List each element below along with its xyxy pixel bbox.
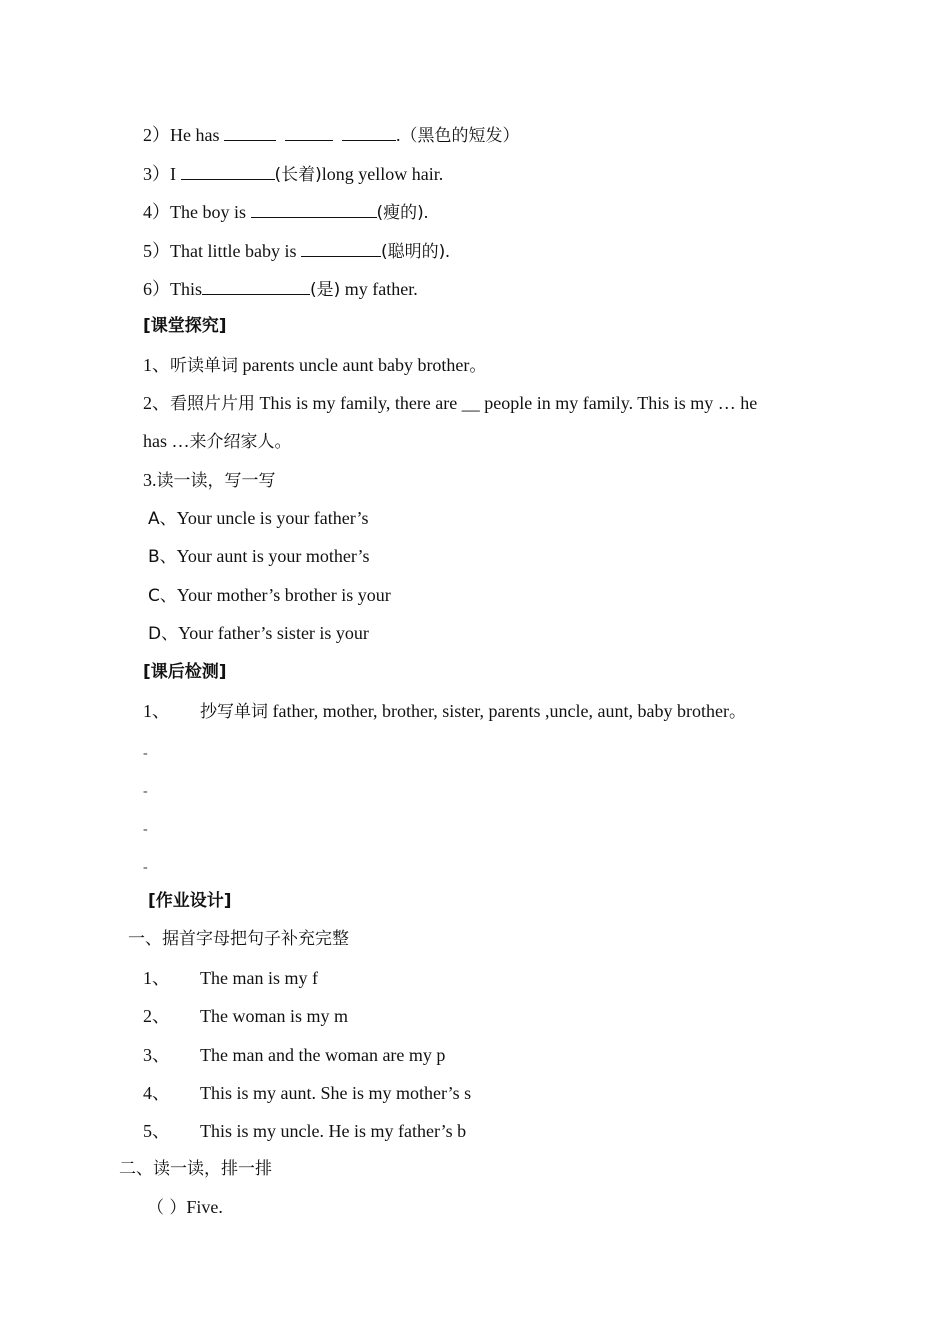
fill-item-3: 3）I (长着)long yellow hair. [143, 161, 443, 187]
homework-item-4: 4、 This is my aunt. She is my mother’s s [143, 1083, 472, 1103]
homework-item-1: 1、 The man is my f [143, 968, 318, 988]
explore-option-c: C、Your mother’s brother is your [148, 585, 391, 606]
blank[interactable] [301, 238, 381, 257]
fill-item-5: 5）That little baby is (聪明的). [143, 238, 450, 264]
after-class-item-1: 1、 抄写单词 father, mother, brother, sister, parents ,uncle, aunt, baby brother。 [143, 701, 746, 722]
explore-item-2: 2、看照片片用 This is my family, there are __ people in my family. This is my … he [143, 393, 758, 414]
homework-item-2: 2、 The woman is my m [143, 1006, 348, 1026]
ordering-item: （ ）Five. [147, 1197, 223, 1218]
fill-item-4: 4）The boy is (瘦的). [143, 199, 428, 225]
blank[interactable] [202, 276, 310, 295]
explore-option-a: A、Your uncle is your father’s [148, 508, 369, 529]
explore-item-2-cont: has …来介绍家人。 [143, 431, 292, 452]
writing-line[interactable]: - [143, 860, 148, 875]
blank[interactable] [251, 199, 377, 218]
section-heading-class-explore: [课堂探究] [143, 316, 227, 336]
blank[interactable] [285, 122, 333, 141]
explore-item-3: 3.读一读，写一写 [143, 470, 276, 491]
section-heading-homework: [作业设计] [148, 891, 232, 911]
blank[interactable] [181, 161, 275, 180]
fill-item-6: 6）This (是) my father. [143, 276, 418, 302]
homework-item-3: 3、 The man and the woman are my p [143, 1045, 446, 1065]
explore-option-d: D、Your father’s sister is your [148, 623, 369, 644]
homework-part-1-title: 一、据首字母把句子补充完整 [128, 929, 349, 949]
section-heading-after-class: [课后检测] [143, 662, 227, 682]
explore-item-1: 1、听读单词 parents uncle aunt baby brother。 [143, 355, 487, 376]
homework-part-2-title: 二、读一读，排一排 [119, 1159, 272, 1179]
order-answer-box[interactable]: （ ） [147, 1198, 187, 1218]
blank[interactable] [342, 122, 396, 141]
fill-item-2: 2）He has .（黑色的短发） [143, 122, 519, 148]
writing-line[interactable]: - [143, 822, 148, 837]
explore-option-b: B、Your aunt is your mother’s [148, 546, 370, 567]
writing-line[interactable]: - [143, 746, 148, 761]
writing-line[interactable]: - [143, 784, 148, 799]
homework-item-5: 5、 This is my uncle. He is my father’s b [143, 1121, 467, 1141]
blank[interactable] [224, 122, 276, 141]
